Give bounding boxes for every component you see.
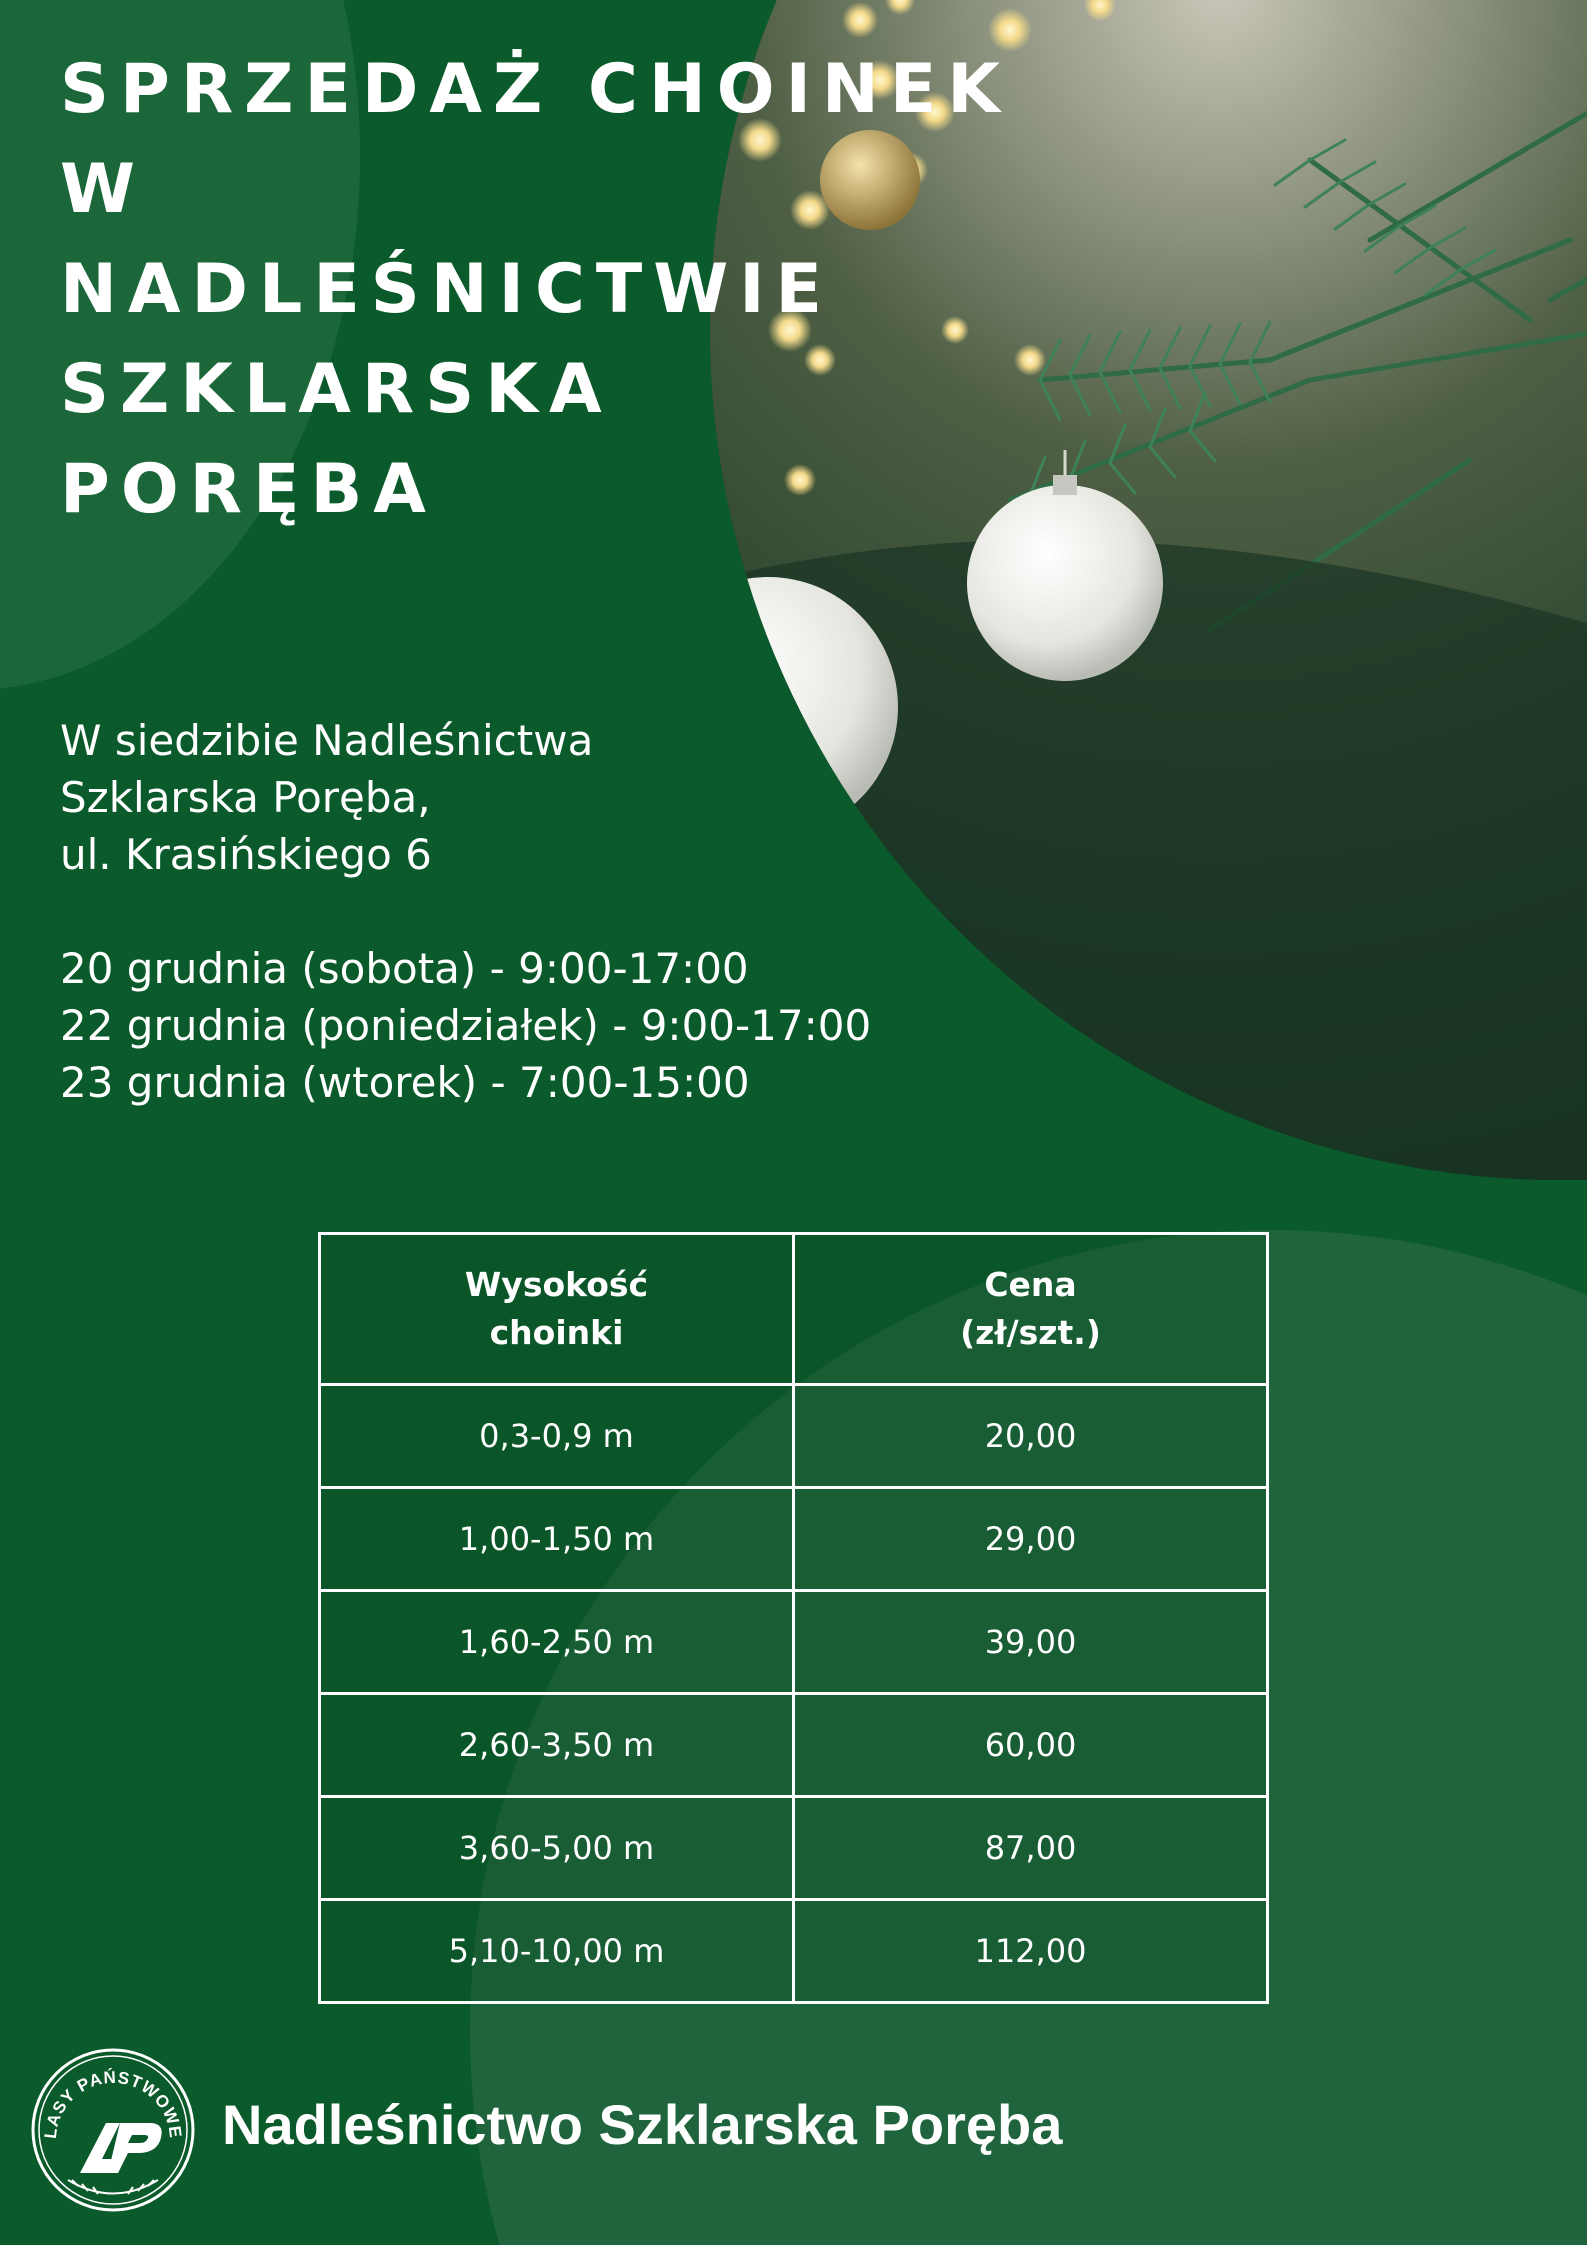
column-header-price — [794, 1234, 1268, 1385]
table-row — [320, 1694, 1268, 1797]
price-cell: 87,00 — [794, 1797, 1268, 1900]
column-header-height — [320, 1234, 794, 1385]
price-cell: 39,00 — [794, 1591, 1268, 1694]
sale-location — [60, 712, 593, 883]
height-cell: 1,00-1,50 m — [320, 1488, 794, 1591]
table-row — [320, 1797, 1268, 1900]
header-text: Cena — [984, 1265, 1077, 1304]
address-line: W siedzibie Nadleśnictwa — [60, 716, 594, 765]
price-cell: 20,00 — [794, 1385, 1268, 1488]
logo-text: LASY PAŃSTWOWE — [40, 2067, 186, 2140]
price-cell: 112,00 — [794, 1900, 1268, 2003]
title-line: SZKLARSKA PORĘBA — [60, 350, 613, 529]
title-line: SPRZEDAŻ CHOINEK — [60, 50, 1011, 129]
schedule-line: 23 grudnia (wtorek) - 7:00-15:00 — [60, 1058, 750, 1107]
lasy-panstwowe-logo-icon — [28, 2045, 198, 2215]
schedule-line: 20 grudnia (sobota) - 9:00-17:00 — [60, 944, 749, 993]
height-cell: 5,10-10,00 m — [320, 1900, 794, 2003]
table-row — [320, 1488, 1268, 1591]
title-line: W — [60, 150, 147, 229]
header-text: Wysokość — [464, 1265, 649, 1304]
address-line: Szklarska Poręba, — [60, 773, 431, 822]
table-row — [320, 1900, 1268, 2003]
sale-schedule — [60, 940, 871, 1111]
table-row — [320, 1591, 1268, 1694]
address-line: ul. Krasińskiego 6 — [60, 830, 432, 879]
header-text: (zł/szt.) — [960, 1313, 1101, 1352]
height-cell: 1,60-2,50 m — [320, 1591, 794, 1694]
organization-name: Nadleśnictwo Szklarska Poręba — [222, 2093, 1063, 2156]
table-row — [320, 1385, 1268, 1488]
price-table — [318, 1232, 1269, 2004]
poster-title — [60, 40, 1020, 540]
price-cell: 29,00 — [794, 1488, 1268, 1591]
schedule-line: 22 grudnia (poniedziałek) - 9:00-17:00 — [60, 1001, 872, 1050]
height-cell: 2,60-3,50 m — [320, 1694, 794, 1797]
height-cell: 3,60-5,00 m — [320, 1797, 794, 1900]
price-cell: 60,00 — [794, 1694, 1268, 1797]
title-line: NADLEŚNICTWIE — [60, 250, 833, 329]
header-text: choinki — [489, 1313, 624, 1352]
height-cell: 0,3-0,9 m — [320, 1385, 794, 1488]
table-header-row — [320, 1234, 1268, 1385]
